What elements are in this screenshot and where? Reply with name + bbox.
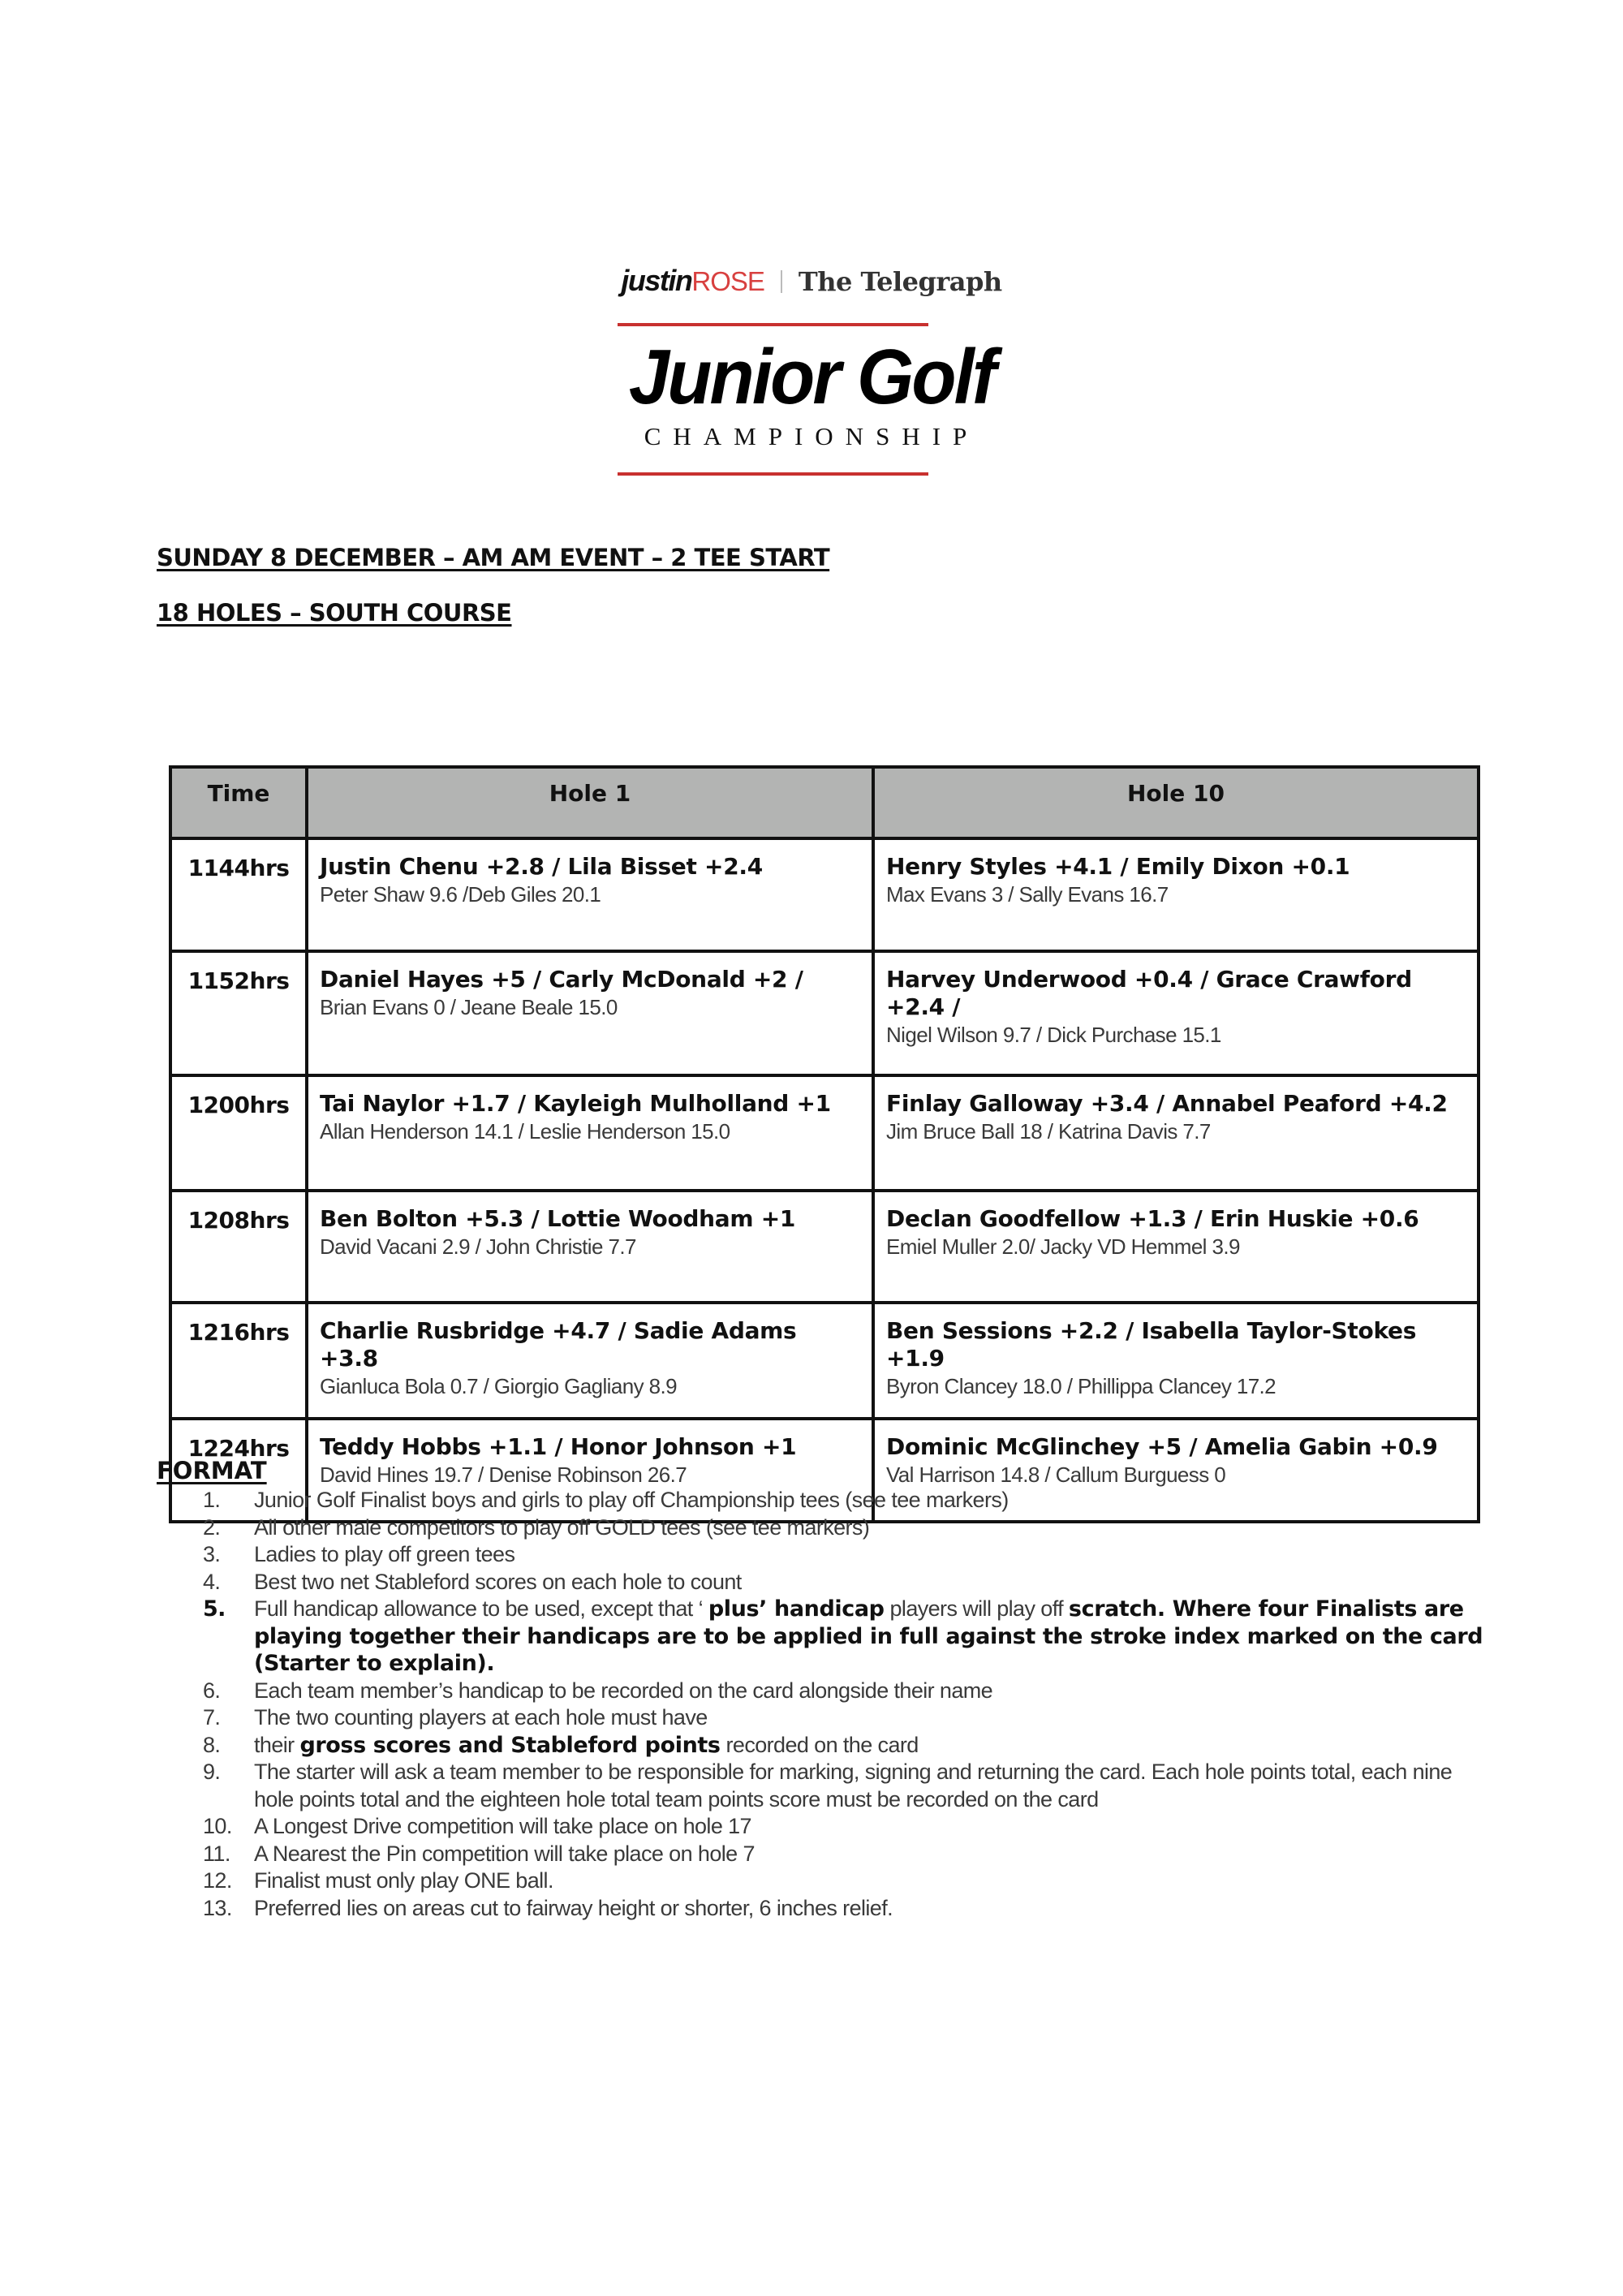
rule-emphasis: scratch. Where four Finalists are playing together their handicaps are to be applied in full against the stroke index marked on the card (Starter to explain). xyxy=(254,1596,1483,1676)
rule-number: 5. xyxy=(203,1596,226,1622)
finalists: Daniel Hayes +5 / Carly McDonald +2 / xyxy=(320,966,803,993)
finalists: Charlie Rusbridge +4.7 / Sadie Adams +3.8 xyxy=(320,1317,797,1372)
amateurs: Jim Bruce Ball 18 / Katrina Davis 7.7 xyxy=(886,1119,1211,1144)
amateurs: David Vacani 2.9 / John Christie 7.7 xyxy=(320,1234,636,1259)
finalists: Harvey Underwood +0.4 / Grace Crawford +2.4 / xyxy=(886,966,1412,1020)
table-header-row xyxy=(170,767,1479,838)
logo-rule-bottom xyxy=(618,472,928,476)
rule-number: 9. xyxy=(203,1760,221,1784)
justin-rose-logo-rose: ROSE xyxy=(691,266,764,296)
rule-text: recorded on the card xyxy=(720,1732,919,1757)
column-header-hole-10: Hole 10 xyxy=(873,767,1479,838)
rule-number: 3. xyxy=(203,1542,221,1566)
logo-rule-top xyxy=(618,323,928,326)
rule-number: 4. xyxy=(203,1569,221,1594)
rule-text: Preferred lies on areas cut to fairway height or shorter, 6 inches relief. xyxy=(254,1895,893,1920)
telegraph-logo: The Telegraph xyxy=(798,266,1002,297)
amateurs: David Hines 19.7 / Denise Robinson 26.7 xyxy=(320,1462,687,1487)
table-row xyxy=(170,1075,1479,1191)
table-row xyxy=(170,1191,1479,1303)
amateurs: Byron Clancey 18.0 / Phillippa Clancey 17.2 xyxy=(886,1374,1276,1398)
rule-text: players will play off xyxy=(884,1596,1069,1621)
format-rule xyxy=(0,1759,1487,1813)
format-rule xyxy=(0,1732,1487,1760)
amateurs: Brian Evans 0 / Jeane Beale 15.0 xyxy=(320,995,618,1019)
finalists: Henry Styles +4.1 / Emily Dixon +0.1 xyxy=(886,853,1350,880)
column-header-time: Time xyxy=(170,767,307,838)
hole-10-group xyxy=(873,1075,1479,1191)
amateurs: Nigel Wilson 9.7 / Dick Purchase 15.1 xyxy=(886,1023,1221,1047)
hole-1-group xyxy=(307,1303,873,1419)
amateurs: Emiel Muller 2.0/ Jacky VD Hemmel 3.9 xyxy=(886,1234,1240,1259)
tee-time: 1152hrs xyxy=(170,951,307,1075)
table-row xyxy=(170,838,1479,951)
hole-1-group xyxy=(307,1075,873,1191)
finalists: Finlay Galloway +3.4 / Annabel Peaford +4.2 xyxy=(886,1090,1448,1117)
rule-text: Finalist must only play ONE ball. xyxy=(254,1868,553,1893)
tee-time: 1216hrs xyxy=(170,1303,307,1419)
logo-subtitle: CHAMPIONSHIP xyxy=(644,422,979,450)
hole-10-group xyxy=(873,1191,1479,1303)
rule-text: All other male competitors to play off GOLD tees (see tee markers) xyxy=(254,1514,870,1540)
format-rule xyxy=(0,1841,1487,1868)
finalists: Teddy Hobbs +1.1 / Honor Johnson +1 xyxy=(320,1433,797,1460)
rule-emphasis: gross scores and Stableford points xyxy=(299,1732,721,1758)
hole-1-group xyxy=(307,1191,873,1303)
tee-time: 1224hrs xyxy=(170,1419,307,1522)
table-row xyxy=(170,951,1479,1075)
rule-text: Each team member’s handicap to be recorded on the card alongside their name xyxy=(254,1678,993,1703)
justin-rose-logo-justin: justin xyxy=(621,264,692,297)
rule-emphasis: plus’ handicap xyxy=(708,1596,885,1622)
tee-time: 1200hrs xyxy=(170,1075,307,1191)
format-rule xyxy=(0,1813,1487,1841)
finalists: Justin Chenu +2.8 / Lila Bisset +2.4 xyxy=(320,853,763,880)
format-rules-list xyxy=(0,1487,1487,1922)
format-rule xyxy=(0,1569,1487,1596)
format-rule xyxy=(0,1704,1487,1732)
rule-text: A Nearest the Pin competition will take place on hole 7 xyxy=(254,1841,755,1866)
column-header-hole-1: Hole 1 xyxy=(307,767,873,838)
logo-divider xyxy=(781,270,782,293)
course-heading: 18 HOLES – SOUTH COURSE xyxy=(157,599,512,627)
rule-number: 13. xyxy=(203,1895,232,1920)
hole-10-group xyxy=(873,1303,1479,1419)
rule-number: 7. xyxy=(203,1705,221,1730)
rule-text: Best two net Stableford scores on each hole to count xyxy=(254,1569,742,1594)
finalists: Tai Naylor +1.7 / Kayleigh Mulholland +1 xyxy=(320,1090,831,1117)
tee-times-table xyxy=(169,765,1480,1523)
rule-number: 11. xyxy=(203,1841,230,1866)
format-rule xyxy=(0,1867,1487,1895)
rule-text: The starter will ask a team member to be responsible for marking, signing and returning the card. Each hole points total, each nine hole points total and the eighteen hole total team points score must be recorded on the card xyxy=(254,1760,1453,1811)
rule-text: Full handicap allowance to be used, except that ‘ xyxy=(254,1596,708,1621)
hole-10-group xyxy=(873,951,1479,1075)
amateurs: Gianluca Bola 0.7 / Giorgio Gagliany 8.9 xyxy=(320,1374,677,1398)
hole-1-group xyxy=(307,838,873,951)
format-rule xyxy=(0,1487,1487,1514)
format-rule xyxy=(0,1514,1487,1542)
finalists: Ben Sessions +2.2 / Isabella Taylor-Stokes +1.9 xyxy=(886,1317,1417,1372)
logo-title: Junior Golf xyxy=(628,334,995,420)
finalists: Declan Goodfellow +1.3 / Erin Huskie +0.6 xyxy=(886,1205,1419,1232)
championship-logo xyxy=(568,252,1055,479)
hole-10-group xyxy=(873,838,1479,951)
format-rule xyxy=(0,1541,1487,1569)
finalists: Ben Bolton +5.3 / Lottie Woodham +1 xyxy=(320,1205,796,1232)
rule-number: 6. xyxy=(203,1678,221,1703)
rule-number: 1. xyxy=(203,1488,221,1512)
rule-text: A Longest Drive competition will take place on hole 17 xyxy=(254,1814,751,1838)
format-rule xyxy=(0,1596,1487,1678)
hole-1-group xyxy=(307,951,873,1075)
amateurs: Allan Henderson 14.1 / Leslie Henderson 15.0 xyxy=(320,1119,730,1144)
event-heading: SUNDAY 8 DECEMBER – AM AM EVENT – 2 TEE START xyxy=(157,544,830,571)
finalists: Dominic McGlinchey +5 / Amelia Gabin +0.9 xyxy=(886,1433,1438,1460)
sponsor-line xyxy=(568,264,1055,304)
format-title: FORMAT xyxy=(157,1457,267,1484)
amateurs: Peter Shaw 9.6 /Deb Giles 20.1 xyxy=(320,882,601,907)
table-row xyxy=(170,1303,1479,1419)
format-rule xyxy=(0,1895,1487,1923)
rule-text: Junior Golf Finalist boys and girls to play off Championship tees (see tee markers) xyxy=(254,1488,1009,1512)
rule-text: The two counting players at each hole must have xyxy=(254,1705,708,1730)
rule-text: their xyxy=(254,1732,300,1757)
rule-number: 10. xyxy=(203,1814,232,1838)
rule-number: 8. xyxy=(203,1732,221,1757)
tee-time: 1144hrs xyxy=(170,838,307,951)
tee-time: 1208hrs xyxy=(170,1191,307,1303)
rule-text: Ladies to play off green tees xyxy=(254,1542,515,1566)
amateurs: Max Evans 3 / Sally Evans 16.7 xyxy=(886,882,1169,907)
rule-number: 12. xyxy=(203,1868,232,1893)
format-rule xyxy=(0,1678,1487,1705)
rule-number: 2. xyxy=(203,1514,221,1540)
amateurs: Val Harrison 14.8 / Callum Burguess 0 xyxy=(886,1462,1226,1487)
